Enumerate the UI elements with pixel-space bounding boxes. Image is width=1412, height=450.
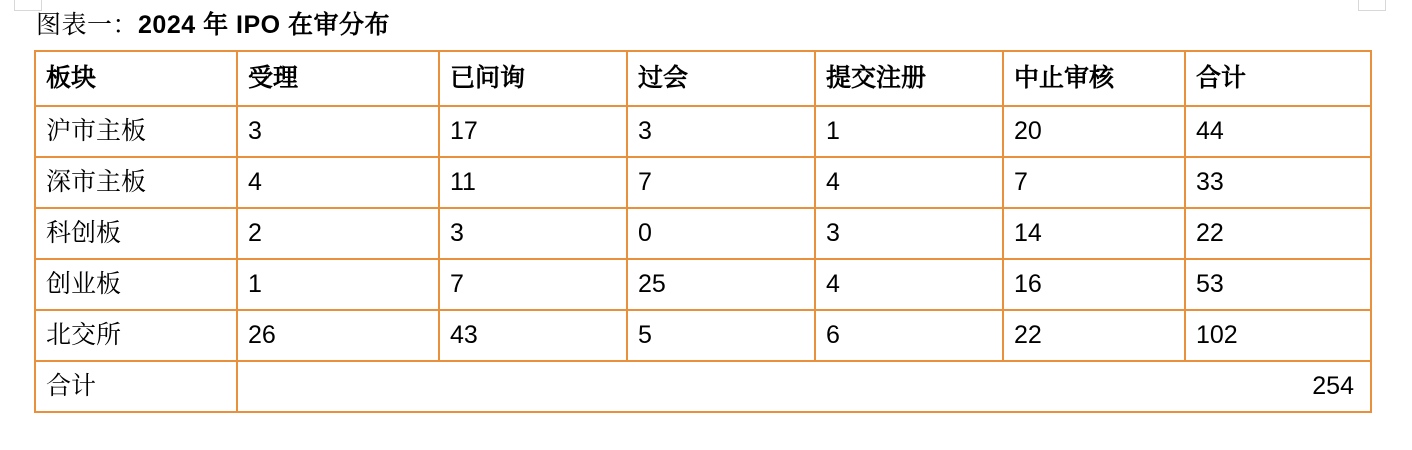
cell-inquired: 3	[439, 208, 627, 259]
cell-total: 53	[1185, 259, 1371, 310]
cell-suspended-review: 20	[1003, 106, 1185, 157]
cell-submitted-registration: 4	[815, 157, 1003, 208]
cell-suspended-review: 14	[1003, 208, 1185, 259]
caption-label: 图表一：	[36, 11, 139, 39]
caption-title: 2024 年 IPO 在审分布	[138, 11, 391, 39]
cell-inquired: 17	[439, 106, 627, 157]
column-header-total: 合计	[1185, 51, 1371, 106]
table-header-row	[35, 51, 1371, 106]
cell-submitted-registration: 3	[815, 208, 1003, 259]
total-row-value: 254	[237, 361, 1371, 412]
cell-accepted: 2	[237, 208, 439, 259]
cell-inquired: 7	[439, 259, 627, 310]
cell-passed: 25	[627, 259, 815, 310]
table-total-row	[35, 361, 1371, 412]
cell-accepted: 3	[237, 106, 439, 157]
row-label: 沪市主板	[35, 106, 237, 157]
cell-total: 33	[1185, 157, 1371, 208]
row-label: 北交所	[35, 310, 237, 361]
table-caption	[36, 8, 1374, 42]
column-header-submitted-registration: 提交注册	[815, 51, 1003, 106]
row-label: 科创板	[35, 208, 237, 259]
table-row	[35, 208, 1371, 259]
total-row-label: 合计	[35, 361, 237, 412]
cell-suspended-review: 16	[1003, 259, 1185, 310]
table-row	[35, 259, 1371, 310]
column-header-passed: 过会	[627, 51, 815, 106]
column-header-accepted: 受理	[237, 51, 439, 106]
cell-total: 44	[1185, 106, 1371, 157]
row-label: 深市主板	[35, 157, 237, 208]
cell-accepted: 26	[237, 310, 439, 361]
cell-total: 22	[1185, 208, 1371, 259]
table-row	[35, 310, 1371, 361]
column-header-board: 板块	[35, 51, 237, 106]
cell-passed: 7	[627, 157, 815, 208]
cell-passed: 0	[627, 208, 815, 259]
row-label: 创业板	[35, 259, 237, 310]
cell-inquired: 43	[439, 310, 627, 361]
cell-accepted: 1	[237, 259, 439, 310]
cell-passed: 3	[627, 106, 815, 157]
cell-submitted-registration: 6	[815, 310, 1003, 361]
cell-suspended-review: 7	[1003, 157, 1185, 208]
table-row	[35, 106, 1371, 157]
document-page	[34, 8, 1374, 413]
cell-submitted-registration: 4	[815, 259, 1003, 310]
cell-total: 102	[1185, 310, 1371, 361]
column-header-suspended-review: 中止审核	[1003, 51, 1185, 106]
column-header-inquired: 已问询	[439, 51, 627, 106]
cell-submitted-registration: 1	[815, 106, 1003, 157]
ipo-distribution-table	[34, 50, 1372, 413]
cell-accepted: 4	[237, 157, 439, 208]
cell-passed: 5	[627, 310, 815, 361]
cell-inquired: 11	[439, 157, 627, 208]
cell-suspended-review: 22	[1003, 310, 1185, 361]
table-row	[35, 157, 1371, 208]
